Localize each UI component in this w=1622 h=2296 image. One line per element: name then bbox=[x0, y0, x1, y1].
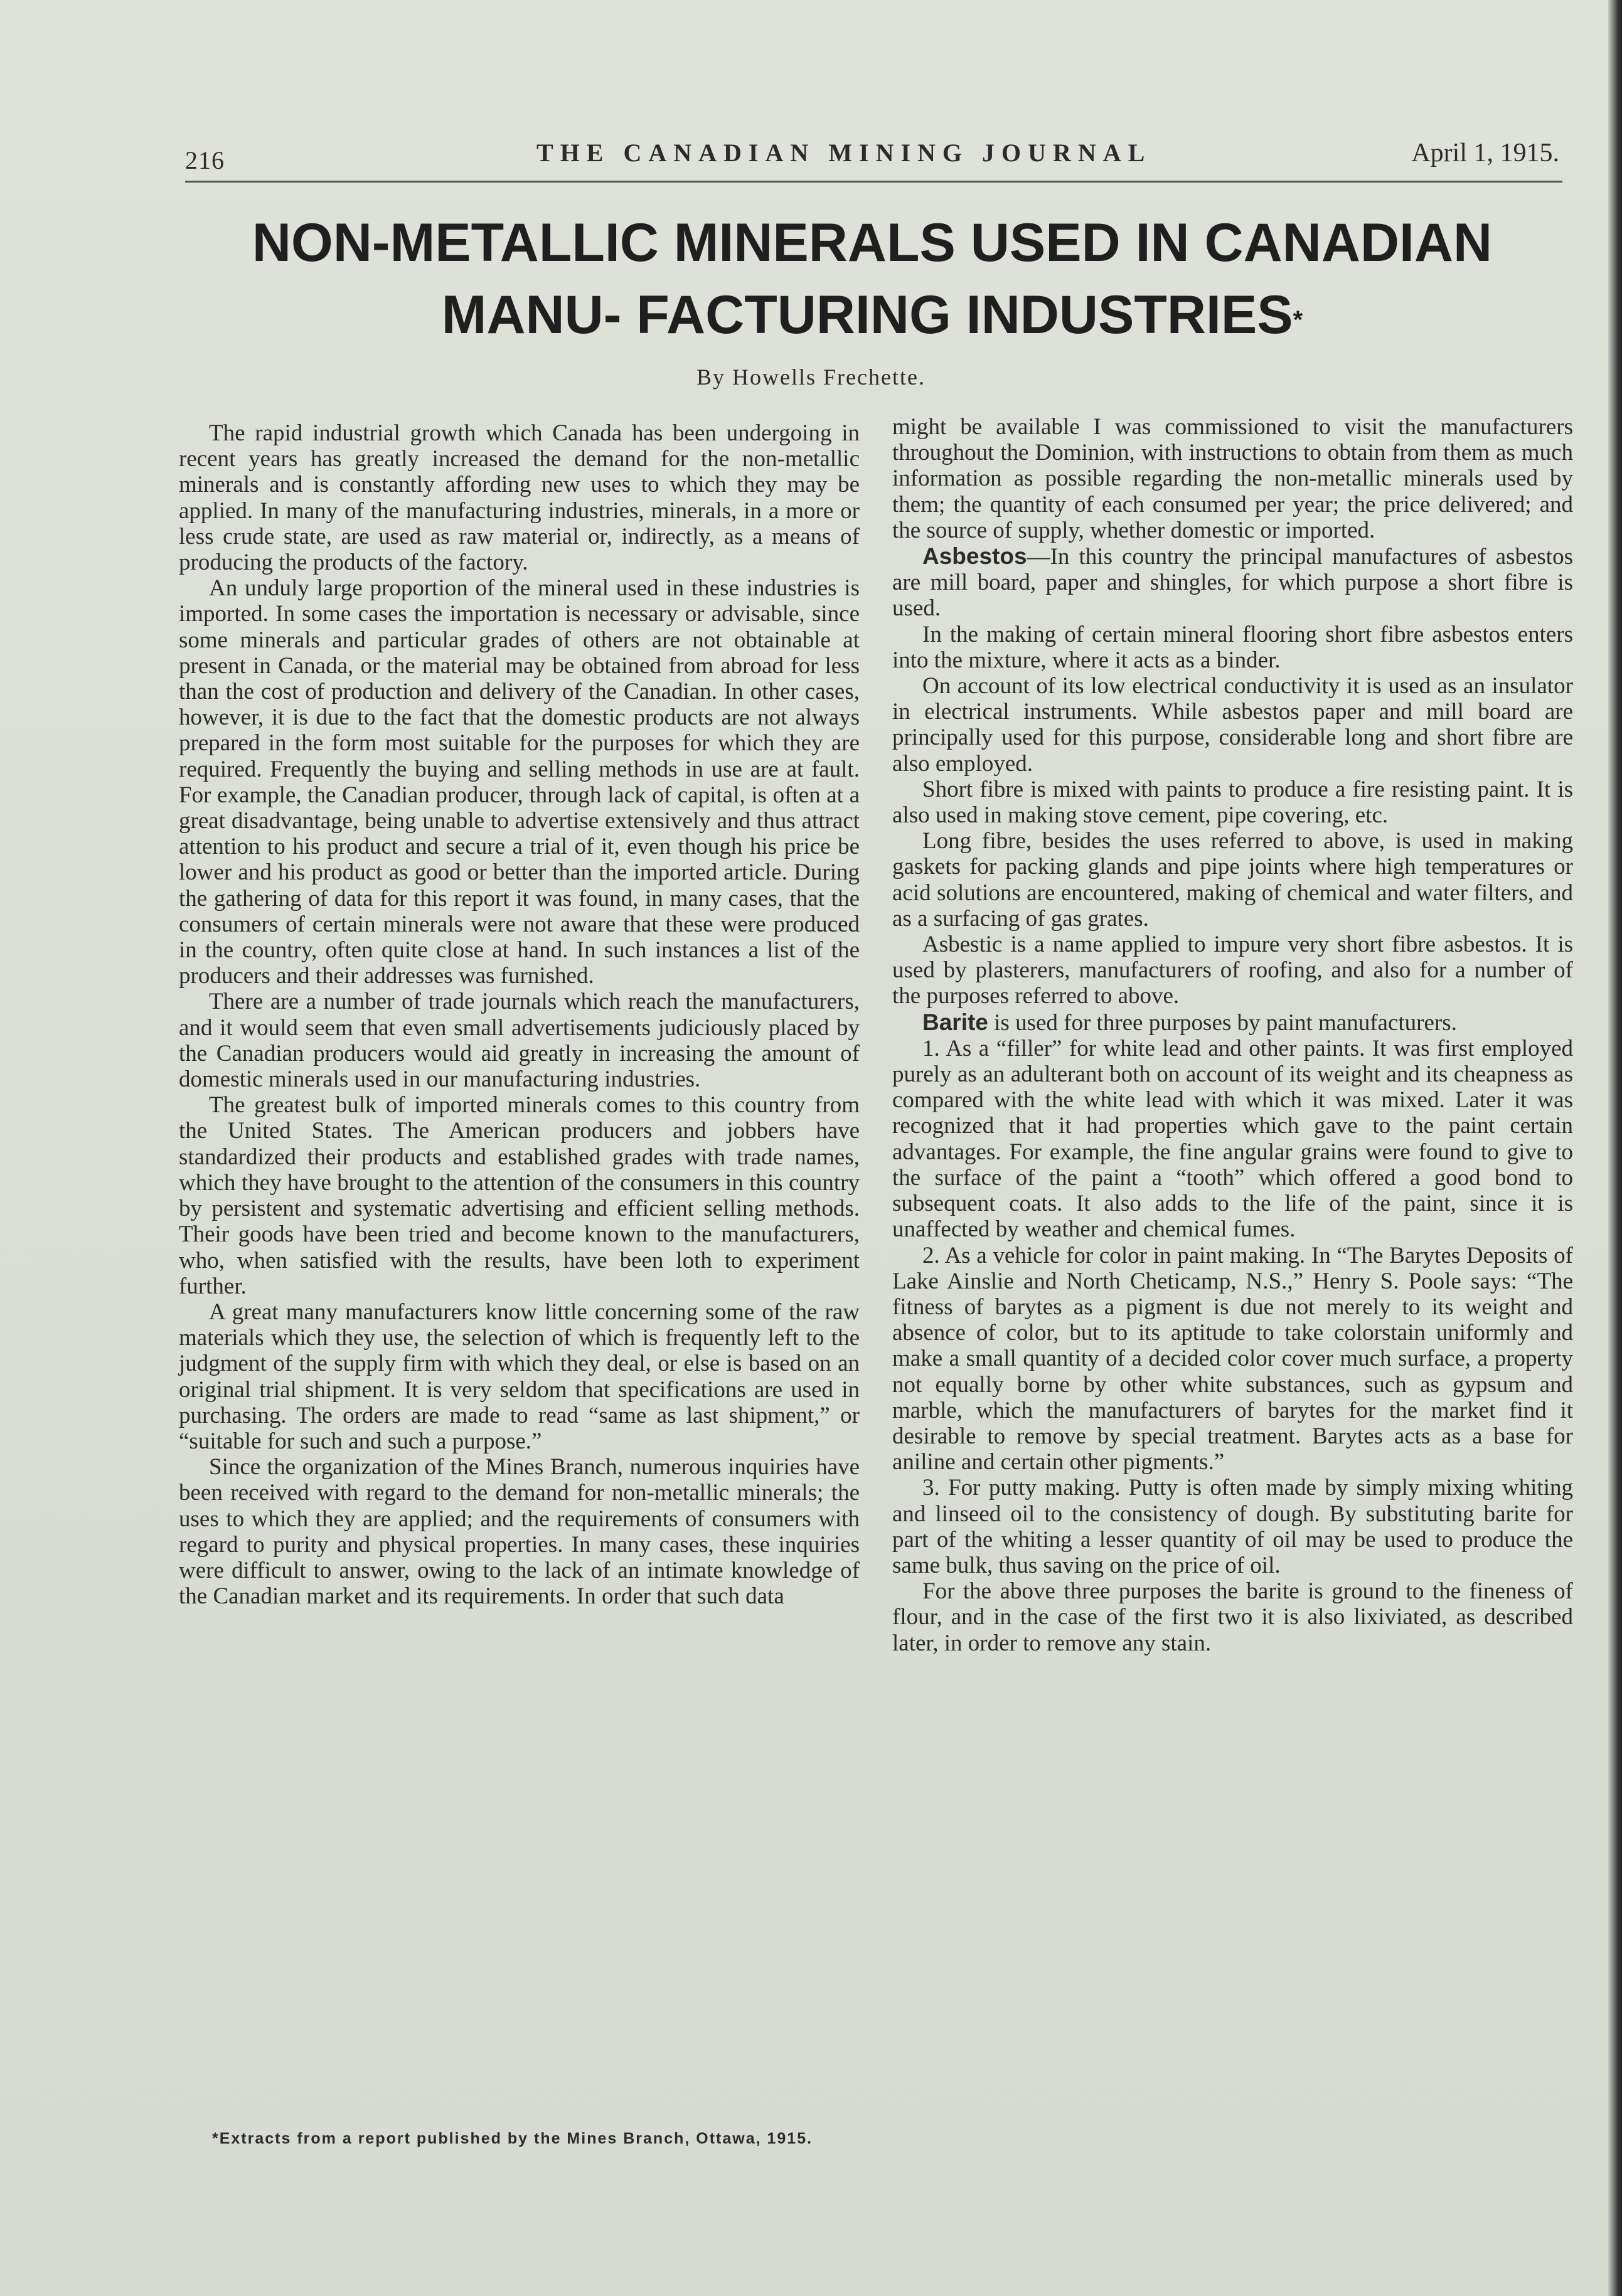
paragraph-text: 3. For putty making. Putty is often made by simply mixing whiting and linseed oil to the consistency of dough. By substituting barite for part of the whiting a lesser quantity of oil may be used to produce the same bulk, thus saving on the price of oil. bbox=[892, 1475, 1573, 1578]
paragraph-text: is used for three purposes by paint manufacturers. bbox=[988, 1009, 1457, 1036]
left-column bbox=[179, 420, 860, 1609]
paragraph bbox=[892, 1243, 1573, 1475]
paragraph-text: —In this country the principal manufactures of asbestos are mill board, paper and shingles, for which purpose a short fibre is used. bbox=[892, 544, 1573, 622]
section-lead-word: Barite bbox=[922, 1009, 988, 1035]
article-title bbox=[182, 207, 1562, 351]
paragraph bbox=[892, 932, 1573, 1009]
page-number: 216 bbox=[185, 146, 225, 174]
paragraph bbox=[892, 622, 1573, 673]
title-footnote-mark: * bbox=[1293, 306, 1303, 334]
article-title-text: NON-METALLIC MINERALS USED IN CANADIAN MANU- FACTURING INDUSTRIES bbox=[252, 213, 1493, 345]
header-rule bbox=[185, 181, 1562, 183]
running-header bbox=[185, 133, 1559, 174]
paragraph-text: 2. As a vehicle for color in paint making. In “The Barytes Deposits of Lake Ainslie and North Cheticamp, N.S.,” Henry S. Poole says: “The fitness of barytes as a pigment is due not merely to its weight and absence of color, but to its aptitude to take colorstain uniformly and make a small quantity of a decided color cover much surface, a property not equally borne by other white substances, such as gypsum and marble, which the manufacturers of barytes for the market find it desirable to remove by special treatment. Barytes acts as a base for aniline and certain other pigments.” bbox=[892, 1242, 1573, 1475]
paragraph-text: might be available I was commissioned to visit the manufacturers throughout the Dominion, with instructions to obtain from them as much information as possible regarding the non-metallic minerals used by them; the quantity of each consumed per year; the price delivered; and the source of supply, whether domestic or imported. bbox=[892, 414, 1573, 543]
footnote: *Extracts from a report published by the Mines Branch, Ottawa, 1915. bbox=[212, 2130, 813, 2147]
paragraph: The greatest bulk of imported minerals comes to this country from the United States. The American producers and jobbers have standardized their products and established grades with trade names, which they have brought to the attention of the consumers in this country by persistent and systematic advertising and efficient selling methods. Their goods have been tried and become known to the manufacturers, who, when satisfied with the results, have been loth to experiment further. bbox=[179, 1092, 860, 1299]
paragraph-text: In the making of certain mineral flooring short fibre asbestos enters into the mixture, where it acts as a binder. bbox=[892, 621, 1573, 673]
paragraph: Since the organization of the Mines Branch, numerous inquiries have been received with regard to the demand for non-metallic minerals; the uses to which they are applied; and the requirements of consumers with regard to purity and physical properties. In many cases, these inquiries were difficult to answer, owing to the lack of an intimate knowledge of the Canadian market and its requirements. In order that such data bbox=[179, 1454, 860, 1610]
journal-name: THE CANADIAN MINING JOURNAL bbox=[536, 139, 1152, 167]
paragraph bbox=[892, 1009, 1573, 1036]
paragraph-text: For the above three purposes the barite is ground to the fineness of flour, and in the case of the first two it is also lixiviated, as described later, in order to remove any stain. bbox=[892, 1578, 1573, 1656]
paragraph bbox=[892, 414, 1573, 543]
paragraph bbox=[892, 543, 1573, 622]
paragraph: An unduly large proportion of the mineral used in these industries is imported. In some cases the importation is necessary or advisable, since some minerals and particular grades of others are not obtainable at present in Canada, or the material may be obtained from abroad for less than the cost of production and delivery of the Canadian. In other cases, however, it is due to the fact that the domestic products are not always prepared in the form most suitable for the purposes for which they are required. Frequently the buying and selling methods in use are at fault. For example, the Canadian producer, through lack of capital, is often at a great disadvantage, being unable to advertise extensively and thus attract attention to his product and secure a trial of it, even though his price be lower and his product as good or better than the imported article. During the gathering of data for this report it was found, in many cases, that the consumers of certain minerals were not aware that these were produced in the country, often quite close at hand. In such instances a list of the producers and their addresses was furnished. bbox=[179, 575, 860, 989]
paragraph-text: Short fibre is mixed with paints to produce a fire resisting paint. It is also used in making stove cement, pipe covering, etc. bbox=[892, 776, 1573, 829]
right-column bbox=[892, 414, 1573, 1656]
issue-date: April 1, 1915. bbox=[1411, 139, 1559, 167]
paragraph: The rapid industrial growth which Canada has been undergoing in recent years has greatly increased the demand for the non-metallic minerals and is constantly affording new uses to which they may be applied. In many of the manufacturing industries, minerals, in a more or less crude state, are used as raw material or, indirectly, as a means of producing the products of the factory. bbox=[179, 420, 860, 576]
paragraph-text: Long fibre, besides the uses referred to above, is used in making gaskets for packing glands and pipe joints where high temperatures or acid solutions are encountered, making of chemical and water filters, and as a surfacing of gas grates. bbox=[892, 828, 1573, 932]
paragraph bbox=[892, 828, 1573, 932]
paragraph-text: Asbestic is a name applied to impure very short fibre asbestos. It is used by plasterers, manufacturers of roofing, and also for a number of the purposes referred to above. bbox=[892, 932, 1573, 1009]
paragraph: There are a number of trade journals which reach the manufacturers, and it would seem that even small advertisements judiciously placed by the Canadian producers would aid greatly in increasing the amount of domestic minerals used in our manufacturing industries. bbox=[179, 989, 860, 1093]
section-lead-word: Asbestos bbox=[922, 543, 1027, 570]
paragraph bbox=[892, 1475, 1573, 1578]
paragraph-text: On account of its low electrical conductivity it is used as an insulator in electrical instruments. While asbestos paper and mill board are principally used for this purpose, considerable long and short fibre are also employed. bbox=[892, 673, 1573, 777]
paragraph bbox=[892, 673, 1573, 777]
paragraph bbox=[892, 1036, 1573, 1243]
page-binding-edge bbox=[1608, 0, 1622, 2296]
byline: By Howells Frechette. bbox=[696, 364, 926, 390]
paragraph bbox=[892, 1578, 1573, 1656]
paragraph: A great many manufacturers know little concerning some of the raw materials which they use, the selection of which is frequently left to the judgment of the supply firm with which they deal, or else is based on an original trial shipment. It is very seldom that specifications are used in purchasing. The orders are made to read “same as last shipment,” or “suitable for such and such a purpose.” bbox=[179, 1299, 860, 1454]
paragraph-text: 1. As a “filler” for white lead and other paints. It was first employed purely as an adulterant both on account of its weight and its cheapness as compared with the white lead with which it was mixed. Later it was recognized that it had properties which gave to the paint certain advantages. For example, the fine angular grains were found to give to the surface of the paint a “tooth” which offered a good bond to subsequent coats. It also adds to the life of the paint, since it is unaffected by weather and chemical fumes. bbox=[892, 1035, 1573, 1243]
paragraph bbox=[892, 777, 1573, 828]
